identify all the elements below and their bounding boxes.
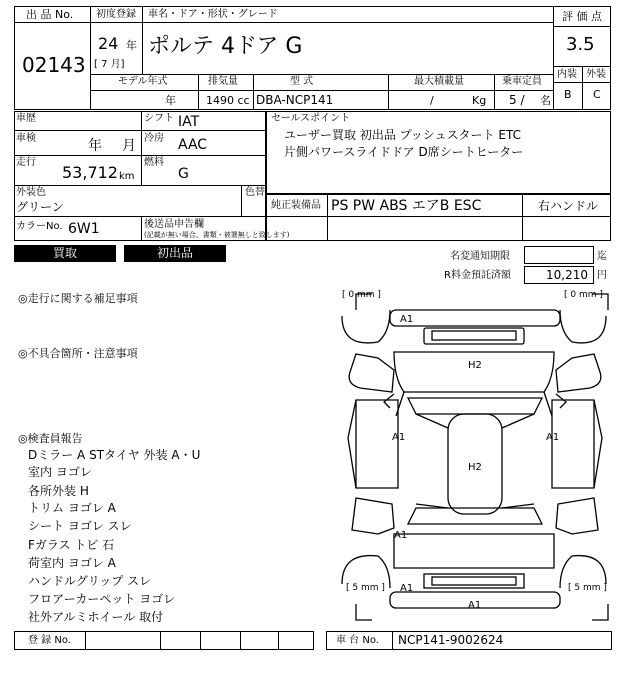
tire-front-left: [ 0 mm ] xyxy=(342,290,381,300)
title-change-box xyxy=(524,246,594,264)
equipment: PS PW ABS エアB ESC xyxy=(331,198,482,214)
exterior-color: グリーン xyxy=(16,200,64,214)
equipment-label: 純正装備品 xyxy=(271,200,321,211)
inspector-line: 荷室内 ヨゴレ A xyxy=(28,556,116,570)
ac-label: 冷房 xyxy=(144,133,164,144)
color-change-label: 色替 xyxy=(245,187,265,198)
exterior-label: 外装 xyxy=(586,69,606,80)
history-label: 車歴 xyxy=(16,113,36,124)
docs-note: (記載が無い場合、書類・被署無しと致します) xyxy=(144,231,290,239)
inspector-line: シート ヨゴレ スレ xyxy=(28,519,132,533)
tire-front-right: [ 0 mm ] xyxy=(564,290,603,300)
max-load-sep: / xyxy=(430,94,434,107)
shift: IAT xyxy=(178,114,200,130)
first-reg-label: 初度登録 xyxy=(96,9,136,20)
mark-left-door: A1 xyxy=(392,432,406,443)
inspector-line: Dミラー A STタイヤ 外装 A・U xyxy=(28,448,201,462)
displacement-label: 排気量 xyxy=(208,76,238,87)
lot-no: 02143 xyxy=(22,53,86,77)
chassis-label: 車 台 No. xyxy=(336,635,379,646)
mark-roof: H2 xyxy=(468,462,482,473)
inspector-line: 各所外装 H xyxy=(28,484,89,498)
tire-rear-left: [ 5 mm ] xyxy=(346,583,385,593)
inspection-year-unit: 年 xyxy=(88,138,102,154)
max-load-label: 最大積載量 xyxy=(414,76,464,87)
recycle-value: 10,210 xyxy=(546,268,588,282)
model-year-label: モデル年式 xyxy=(118,76,168,87)
car-name: ポルテ 4ドア G xyxy=(148,34,303,59)
title-change-unit: 迄 xyxy=(597,251,607,262)
interior-label: 内装 xyxy=(557,69,577,80)
badge-buyout: 買取 xyxy=(14,245,116,262)
mileage-unit: km xyxy=(119,171,135,182)
fuel-label: 燃料 xyxy=(144,157,164,168)
defects-title: ◎不具合箇所・注意事項 xyxy=(18,347,138,360)
mark-left-rear: A1 xyxy=(394,530,408,541)
color-no: 6W1 xyxy=(68,221,100,237)
inspector-line: Fガラス トビ 石 xyxy=(28,538,115,552)
displacement: 1490 cc xyxy=(206,94,250,107)
mark-rear-bumper-upper: A1 xyxy=(400,583,414,594)
shift-label: シフト xyxy=(144,113,174,124)
score-label: 評 価 点 xyxy=(562,10,602,23)
max-load-unit: Kg xyxy=(472,94,487,107)
recycle-label: R料金預託済額 xyxy=(444,270,511,281)
first-reg-year: 24 xyxy=(98,34,119,53)
blank-row xyxy=(266,217,611,241)
color-no-label: カラーNo. xyxy=(16,221,63,232)
driving-remarks-title: ◎走行に関する補足事項 xyxy=(18,292,138,305)
capacity-unit: 名 xyxy=(540,94,551,107)
first-reg-month: [ 7 月] xyxy=(94,59,125,70)
sales-points-line2: 片側パワースライドドア D席シートヒーター xyxy=(284,145,524,159)
title-change-label: 名変通知期限 xyxy=(450,251,510,262)
exterior-grade: C xyxy=(593,88,601,101)
inspector-line: 社外アルミホイール 取付 xyxy=(28,610,164,624)
reg-no-label: 登 録 No. xyxy=(28,635,71,646)
ac: AAC xyxy=(178,137,208,153)
sales-points-label: セールスポイント xyxy=(271,113,351,124)
sales-points-line1: ユーザー買取 初出品 プッシュスタート ETC xyxy=(284,128,521,142)
tire-rear-right: [ 5 mm ] xyxy=(568,583,607,593)
mark-hood: H2 xyxy=(468,360,482,371)
inspector-line: トリム ヨゴレ A xyxy=(28,501,116,515)
capacity-label: 乗車定員 xyxy=(502,76,542,87)
mark-rear-bumper: A1 xyxy=(468,600,482,611)
mark-right-door: A1 xyxy=(546,432,560,443)
fuel: G xyxy=(178,166,189,182)
steering-side: 右ハンドル xyxy=(538,199,599,213)
chassis-no: NCP141-9002624 xyxy=(398,633,504,647)
inspection-label: 車検 xyxy=(16,133,36,144)
capacity: 5 / xyxy=(509,93,525,107)
badge-first-listing: 初出品 xyxy=(124,245,226,262)
inspector-line: 室内 ヨゴレ xyxy=(28,465,92,479)
mileage: 53,712 xyxy=(62,163,118,182)
docs-label: 後送品申告欄 xyxy=(144,219,204,230)
exterior-color-label: 外装色 xyxy=(16,187,46,198)
lot-no-label: 出 品 No. xyxy=(26,8,74,21)
car-name-label: 車名・ドア・形状・グレード xyxy=(148,9,278,20)
inspector-line: フロアーカーペット ヨゴレ xyxy=(28,592,176,606)
type-label: 型 式 xyxy=(290,76,314,87)
model-type: DBA-NCP141 xyxy=(256,93,334,107)
inspector-title: ◎検査員報告 xyxy=(18,432,83,445)
mileage-label: 走行 xyxy=(16,157,36,168)
score: 3.5 xyxy=(566,34,595,55)
first-reg-year-unit: 年 xyxy=(126,39,137,52)
recycle-unit: 円 xyxy=(597,270,607,281)
mark-front-bumper: A1 xyxy=(400,314,414,325)
model-year-unit: 年 xyxy=(165,94,176,107)
inspector-line: ハンドルグリップ スレ xyxy=(28,574,152,588)
inspection-month-unit: 月 xyxy=(122,138,136,154)
car-damage-diagram xyxy=(338,288,612,626)
interior-grade: B xyxy=(564,88,572,101)
